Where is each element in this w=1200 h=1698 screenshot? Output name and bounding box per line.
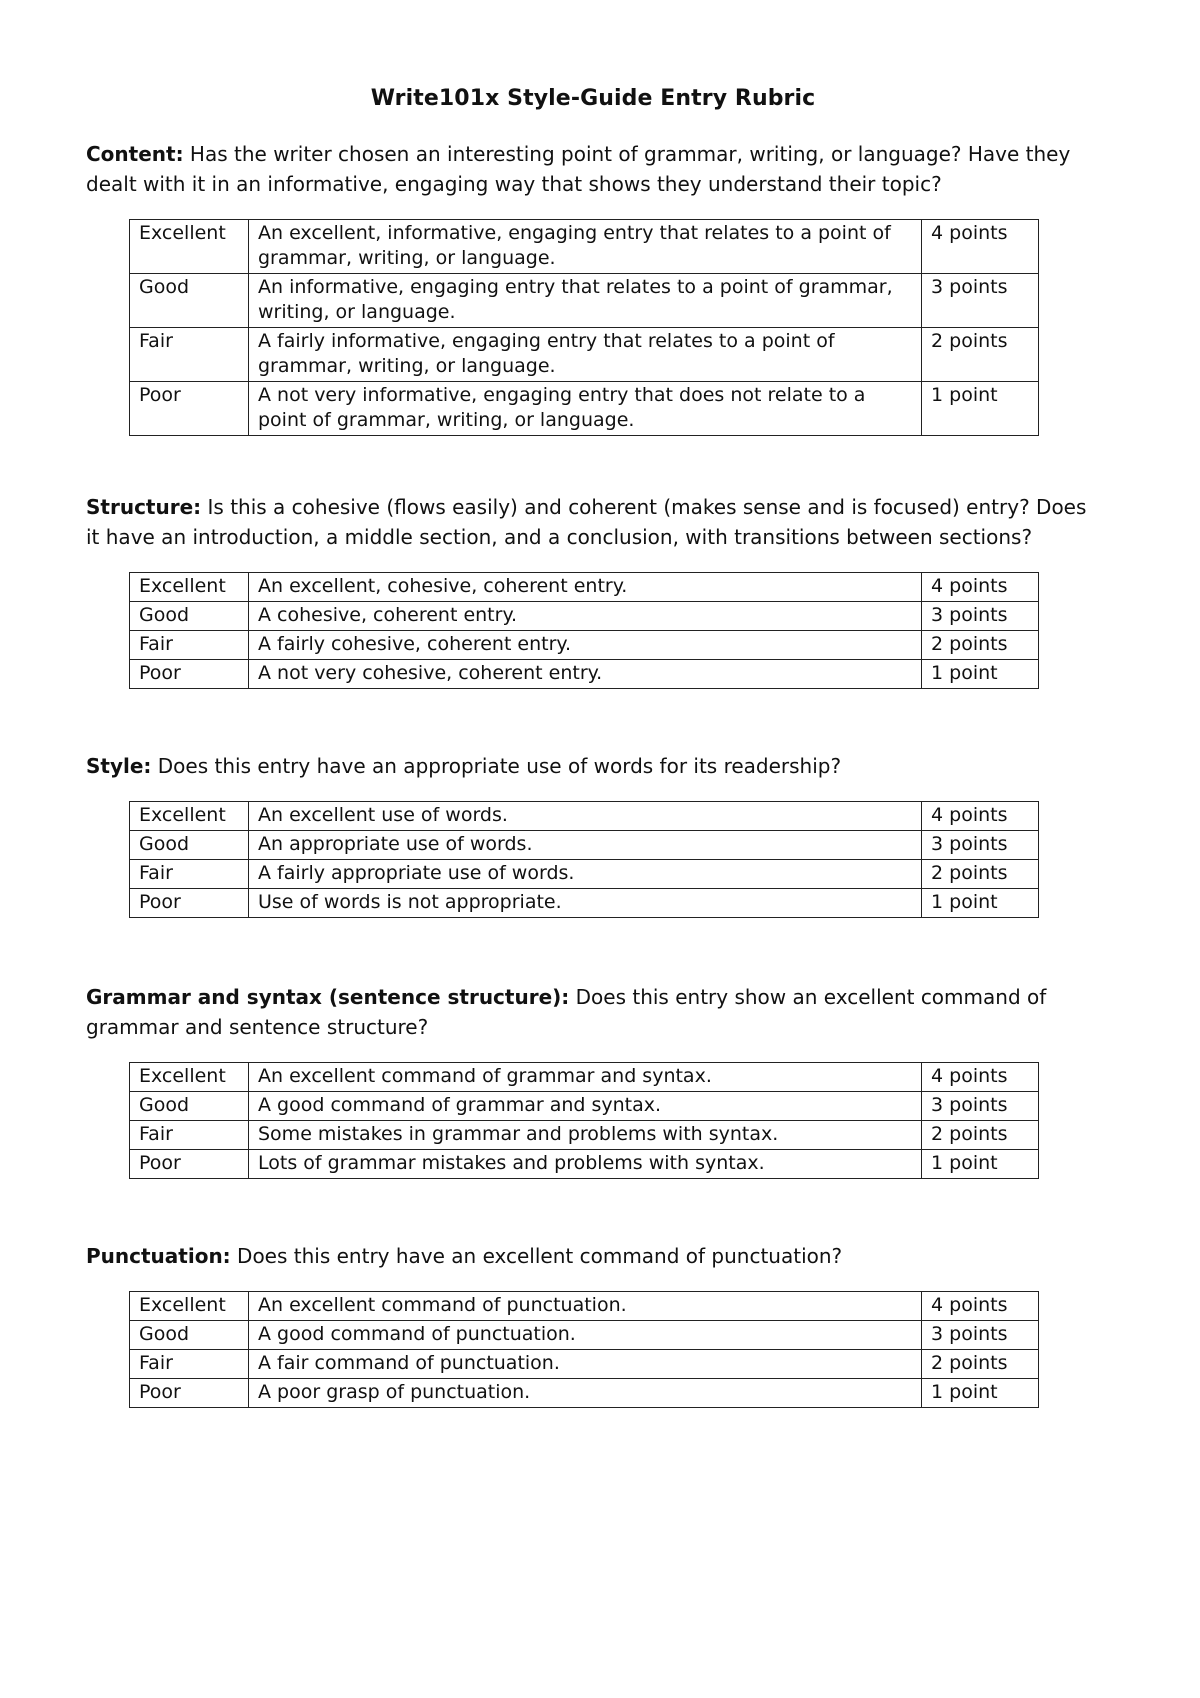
structure-question-text: Is this a cohesive (flows easily) and coherent (makes sense and is focused) entry? Does it have an introduction, a middle section, and a conclusion, with transitions between sections? (86, 495, 1087, 549)
punctuation-question (86, 1241, 1100, 1271)
table-row (130, 382, 1039, 436)
content-question-text: Has the writer chosen an interesting point of grammar, writing, or language? Have they dealt with it in an informative, engaging way that shows they understand their topic? (86, 142, 1071, 196)
description-cell: A fairly cohesive, coherent entry. (249, 631, 922, 660)
content-label: Content: (86, 142, 184, 166)
grammar-question (86, 982, 1100, 1042)
points-cell: 3 points (922, 1092, 1039, 1121)
grammar-label: Grammar and syntax (sentence structure): (86, 985, 570, 1009)
level-cell: Poor (130, 1379, 249, 1408)
points-cell: 4 points (922, 802, 1039, 831)
level-cell: Excellent (130, 220, 249, 274)
level-cell: Good (130, 1092, 249, 1121)
punctuation-label: Punctuation: (86, 1244, 231, 1268)
description-cell: An informative, engaging entry that relates to a point of grammar, writing, or language. (249, 274, 922, 328)
style-question-text: Does this entry have an appropriate use of words for its readership? (151, 754, 842, 778)
level-cell: Poor (130, 1150, 249, 1179)
description-cell: A good command of grammar and syntax. (249, 1092, 922, 1121)
table-row (130, 220, 1039, 274)
description-cell: An excellent command of punctuation. (249, 1292, 922, 1321)
punctuation-rubric-table (129, 1291, 1039, 1408)
table-row (130, 602, 1039, 631)
description-cell: A good command of punctuation. (249, 1321, 922, 1350)
level-cell: Excellent (130, 802, 249, 831)
table-row (130, 660, 1039, 689)
structure-rubric-table (129, 572, 1039, 689)
points-cell: 3 points (922, 274, 1039, 328)
points-cell: 2 points (922, 328, 1039, 382)
level-cell: Good (130, 831, 249, 860)
structure-label: Structure: (86, 495, 202, 519)
level-cell: Poor (130, 660, 249, 689)
points-cell: 1 point (922, 889, 1039, 918)
points-cell: 1 point (922, 660, 1039, 689)
level-cell: Fair (130, 860, 249, 889)
points-cell: 3 points (922, 602, 1039, 631)
points-cell: 1 point (922, 382, 1039, 436)
description-cell: An excellent, cohesive, coherent entry. (249, 573, 922, 602)
style-question (86, 751, 1100, 781)
level-cell: Fair (130, 1121, 249, 1150)
description-cell: A fairly appropriate use of words. (249, 860, 922, 889)
level-cell: Good (130, 274, 249, 328)
table-row (130, 889, 1039, 918)
description-cell: An excellent use of words. (249, 802, 922, 831)
description-cell: A cohesive, coherent entry. (249, 602, 922, 631)
table-row (130, 1150, 1039, 1179)
description-cell: Use of words is not appropriate. (249, 889, 922, 918)
level-cell: Fair (130, 1350, 249, 1379)
points-cell: 3 points (922, 831, 1039, 860)
points-cell: 4 points (922, 1063, 1039, 1092)
level-cell: Fair (130, 631, 249, 660)
table-row (130, 1121, 1039, 1150)
level-cell: Poor (130, 382, 249, 436)
content-rubric-table (129, 219, 1039, 436)
style-rubric-table (129, 801, 1039, 918)
points-cell: 2 points (922, 1121, 1039, 1150)
level-cell: Excellent (130, 1063, 249, 1092)
table-row (130, 1321, 1039, 1350)
level-cell: Poor (130, 889, 249, 918)
table-row (130, 831, 1039, 860)
points-cell: 4 points (922, 220, 1039, 274)
points-cell: 4 points (922, 1292, 1039, 1321)
description-cell: A not very informative, engaging entry that does not relate to a point of grammar, writing, or language. (249, 382, 922, 436)
description-cell: A fair command of punctuation. (249, 1350, 922, 1379)
points-cell: 2 points (922, 631, 1039, 660)
structure-question (86, 492, 1100, 552)
table-row (130, 860, 1039, 889)
points-cell: 1 point (922, 1150, 1039, 1179)
description-cell: A not very cohesive, coherent entry. (249, 660, 922, 689)
table-row (130, 1063, 1039, 1092)
table-row (130, 1350, 1039, 1379)
content-question (86, 139, 1100, 199)
style-label: Style: (86, 754, 152, 778)
points-cell: 2 points (922, 1350, 1039, 1379)
table-row (130, 573, 1039, 602)
grammar-question-text: Does this entry show an excellent command of grammar and sentence structure? (86, 985, 1047, 1039)
page-title: Write101x Style-Guide Entry Rubric (370, 86, 816, 111)
punctuation-question-text: Does this entry have an excellent command of punctuation? (230, 1244, 843, 1268)
table-row (130, 328, 1039, 382)
table-row (130, 802, 1039, 831)
level-cell: Excellent (130, 573, 249, 602)
points-cell: 2 points (922, 860, 1039, 889)
points-cell: 3 points (922, 1321, 1039, 1350)
level-cell: Good (130, 602, 249, 631)
grammar-rubric-table (129, 1062, 1039, 1179)
description-cell: An excellent, informative, engaging entry that relates to a point of grammar, writing, or language. (249, 220, 922, 274)
table-row (130, 1292, 1039, 1321)
level-cell: Fair (130, 328, 249, 382)
description-cell: Some mistakes in grammar and problems with syntax. (249, 1121, 922, 1150)
description-cell: A fairly informative, engaging entry that relates to a point of grammar, writing, or language. (249, 328, 922, 382)
description-cell: A poor grasp of punctuation. (249, 1379, 922, 1408)
table-row (130, 631, 1039, 660)
table-row (130, 1379, 1039, 1408)
description-cell: Lots of grammar mistakes and problems with syntax. (249, 1150, 922, 1179)
points-cell: 4 points (922, 573, 1039, 602)
points-cell: 1 point (922, 1379, 1039, 1408)
table-row (130, 1092, 1039, 1121)
description-cell: An excellent command of grammar and syntax. (249, 1063, 922, 1092)
level-cell: Excellent (130, 1292, 249, 1321)
level-cell: Good (130, 1321, 249, 1350)
table-row (130, 274, 1039, 328)
description-cell: An appropriate use of words. (249, 831, 922, 860)
